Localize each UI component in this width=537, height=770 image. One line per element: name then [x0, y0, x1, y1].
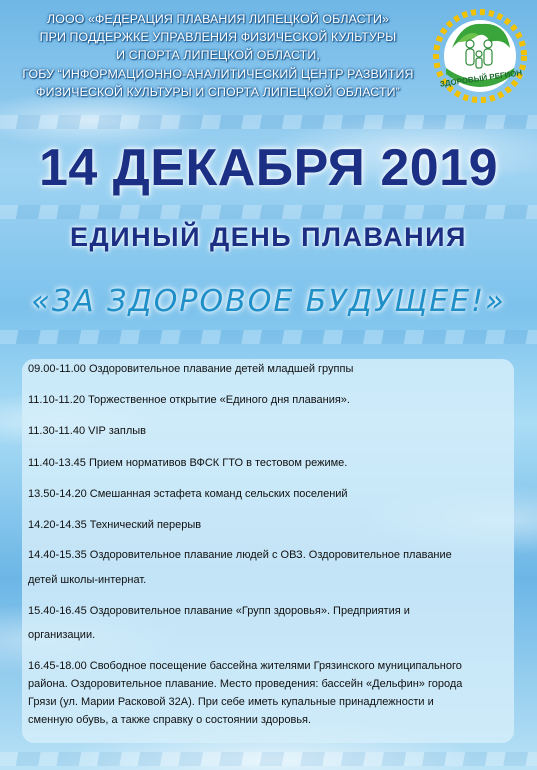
- event-title: ЕДИНЫЙ ДЕНЬ ПЛАВАНИЯ: [70, 222, 467, 252]
- water-ripple: [0, 330, 537, 344]
- schedule-item: 11.40-13.45 Прием нормативов ВФСК ГТО в тестовом режиме.: [28, 457, 348, 469]
- schedule-item: сменную обувь, а также справку о состоянии здоровья.: [28, 714, 312, 726]
- event-date: 14 ДЕКАБРЯ 2019: [38, 139, 499, 197]
- schedule-item: 11.10-11.20 Торжественное открытие «Единого дня плавания».: [28, 394, 350, 406]
- schedule-item: района. Оздоровительное плавание. Место проведения: бассейн «Дельфин» города: [28, 678, 463, 690]
- water-ripple: [0, 205, 537, 219]
- organizer-line: ГОБУ “ИНФОРМАЦИОННО-АНАЛИТИЧЕСКИЙ ЦЕНТР РАЗВИТИЯ: [22, 66, 414, 81]
- schedule-item: 15.40-16.45 Оздоровительное плавание «Групп здоровья». Предприятия и: [28, 605, 410, 617]
- organizer-line: И СПОРТА ЛИПЕЦКОЙ ОБЛАСТИ,: [116, 48, 320, 63]
- schedule-item: 14.40-15.35 Оздоровительное плавание людей с ОВЗ. Оздоровительное плавание: [28, 549, 452, 561]
- schedule-item: 11.30-11.40 VIP заплыв: [28, 425, 147, 437]
- water-ripple: [0, 115, 537, 129]
- organizer-block: [14, 10, 422, 101]
- schedule-item: 16.45-18.00 Свободное посещение бассейна жителями Грязинского муниципального: [28, 660, 462, 672]
- schedule-item: 09.00-11.00 Оздоровительное плавание детей младшей группы: [28, 363, 354, 375]
- event-slogan: «ЗА ЗДОРОВОЕ БУДУЩЕЕ!»: [31, 284, 506, 319]
- schedule-item: 13.50-14.20 Смешанная эстафета команд сельских поселений: [28, 488, 348, 500]
- water-ripple: [0, 752, 537, 766]
- organizer-line: ЛООО «ФЕДЕРАЦИЯ ПЛАВАНИЯ ЛИПЕЦКОЙ ОБЛАСТИ»: [47, 12, 389, 26]
- schedule-item: организации.: [28, 629, 96, 641]
- organizer-line: ФИЗИЧЕСКОЙ КУЛЬТУРЫ И СПОРТА ЛИПЕЦКОЙ ОБЛАСТИ”: [36, 84, 400, 99]
- logo-caption: ЗДОРОВЫЙ РЕГИОН: [439, 68, 523, 89]
- schedule-item: 14.20-14.35 Технический перерыв: [28, 519, 202, 531]
- healthy-region-logo: [432, 8, 528, 104]
- schedule-item: Грязи (ул. Марии Расковой 32А). При себе иметь купальные принадлежности и: [28, 696, 434, 708]
- schedule-item: детей школы-интернат.: [28, 574, 147, 586]
- organizer-line: ПРИ ПОДДЕРЖКЕ УПРАВЛЕНИЯ ФИЗИЧЕСКОЙ КУЛЬТУРЫ: [39, 30, 397, 45]
